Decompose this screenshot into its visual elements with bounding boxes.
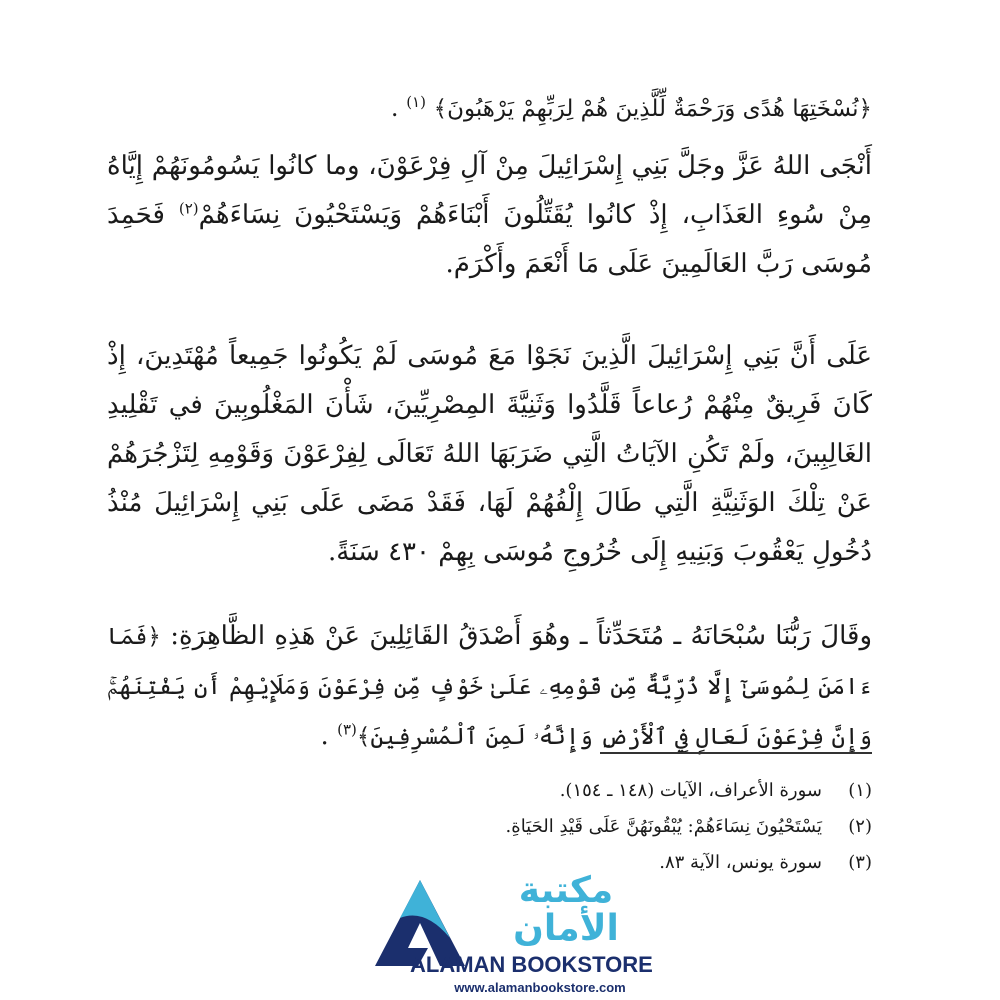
- footnote-2: [107, 812, 872, 842]
- paragraph-3: [107, 612, 872, 762]
- footnote-text: سورة الأعراف، الآيات (١٤٨ ـ ١٥٤).: [559, 780, 822, 801]
- footnotes: [107, 776, 872, 884]
- footnote-ref-1: (١): [406, 93, 426, 111]
- paragraph-2: عَلَى أَنَّ بَنِي إِسْرَائِيلَ الَّذِينَ نَجَوْا مَعَ مُوسَى لَمْ يَكُونُوا جَمِيعاً مُهْتَدِينَ، إِذْ كَانَ فَرِيقٌ مِنْهُمْ رُعاعاً قَلَّدُوا وَثَنِيَّةَ المِصْرِيِّينَ، شَأْنَ المَغْلُوبِينَ في تَقْلِيدِ الغَالِبِينَ، ولَمْ تَكُنِ الآيَاتُ الَّتِي ضَرَبَهَا اللهُ تَعَالَى لِفِرْعَوْنَ وَقَوْمِهِ لِتَزْجُرَهُمْ عَنْ تِلْكَ الوَثَنِيَّةِ الَّتِي طَالَ إِلْفُهُمْ لَهَا، فَقَدْ مَضَى عَلَى بَنِي إِسْرَائِيلَ مُنْذُ دُخُولِ يَعْقُوبَ وَبَنِيهِ إِلَى خُرُوجِ مُوسَى بِهِمْ ٤٣٠ سَنَةً.: [107, 341, 872, 567]
- paragraph-3-intro: وقَالَ رَبُّنَا سُبْحَانَهُ ـ مُتَحَدِّثاً ـ وهُوَ أَصْدَقُ القَائِلِينَ عَنْ هَذِهِ الظَّاهِرَةِ:: [160, 621, 872, 651]
- footnote-ref-2: (٢): [178, 199, 199, 218]
- footnote-1: [107, 776, 872, 806]
- footnote-number: (٣): [848, 852, 872, 873]
- paragraph-1-part-1: أَنْجَى اللهُ عَزَّ وجَلَّ بَنِي إِسْرَائِيلَ مِنْ آلِ فِرْعَوْنَ، وما كانُوا يَسُومُونَهُمْ إِيَّاهُ مِنْ سُوءِ العَذَابِ، إِذْ كانُوا يُقَتِّلُونَ أَبْنَاءَهُمْ وَيَسْتَحْيُونَ نِسَاءَهُمْ: [107, 151, 873, 230]
- footnote-divider: [600, 752, 872, 754]
- top-verse-line: [112, 86, 872, 131]
- quran-verse-yunus: ﴿فَمَا ءَامَنَ لِمُوسَىٰٓ إِلَّا ذُرِّيَّةٌ مِّن قَوْمِهِۦ عَلَىٰ خَوْفٍ مِّن فِرْعَوْنَ وَمَلَإِيْهِمْ أَن يَفْتِنَهُمْۚ وَإِنَّ فِرْعَوْنَ لَعَالٍ فِي ٱلْأَرْضِ وَإِنَّهُۥ لَمِنَ ٱلْمُسْرِفِينَ﴾: [107, 624, 872, 750]
- paragraph-1-part-2: فَحَمِدَ مُوسَى رَبَّ العَالَمِينَ عَلَى مَا أَنْعَمَ وأَكْرَمَ.: [107, 200, 872, 279]
- logo-arabic-line-1: مكتبة: [518, 870, 614, 911]
- quran-verse-top: ﴿نُسْخَتِهَا هُدًى وَرَحْمَةٌ لِّلَّذِينَ هُمْ لِرَبِّهِمْ يَرْهَبُونَ﴾: [433, 96, 872, 122]
- logo-arabic-line-2: الأمان: [513, 908, 619, 949]
- footnote-text: يَسْتَحْيُونَ نِسَاءَهُمْ: يُبْقُونَهُنَّ عَلَى قَيْدِ الحَيَاةِ.: [505, 816, 822, 837]
- period: .: [390, 94, 399, 122]
- footnote-number: (٢): [848, 816, 872, 837]
- footnote-ref-3: (٣): [337, 720, 357, 739]
- logo-arabic-text: [446, 872, 686, 948]
- period: .: [320, 721, 329, 751]
- footnote-number: (١): [848, 780, 872, 801]
- footnote-text: سورة يونس، الآية ٨٣.: [659, 852, 822, 873]
- alaman-bookstore-logo: [330, 870, 670, 1000]
- logo-latin-text: ALAMAN BOOKSTORE: [410, 952, 653, 977]
- logo-url: www.alamanbookstore.com: [454, 980, 626, 995]
- paragraph-1: [107, 142, 872, 289]
